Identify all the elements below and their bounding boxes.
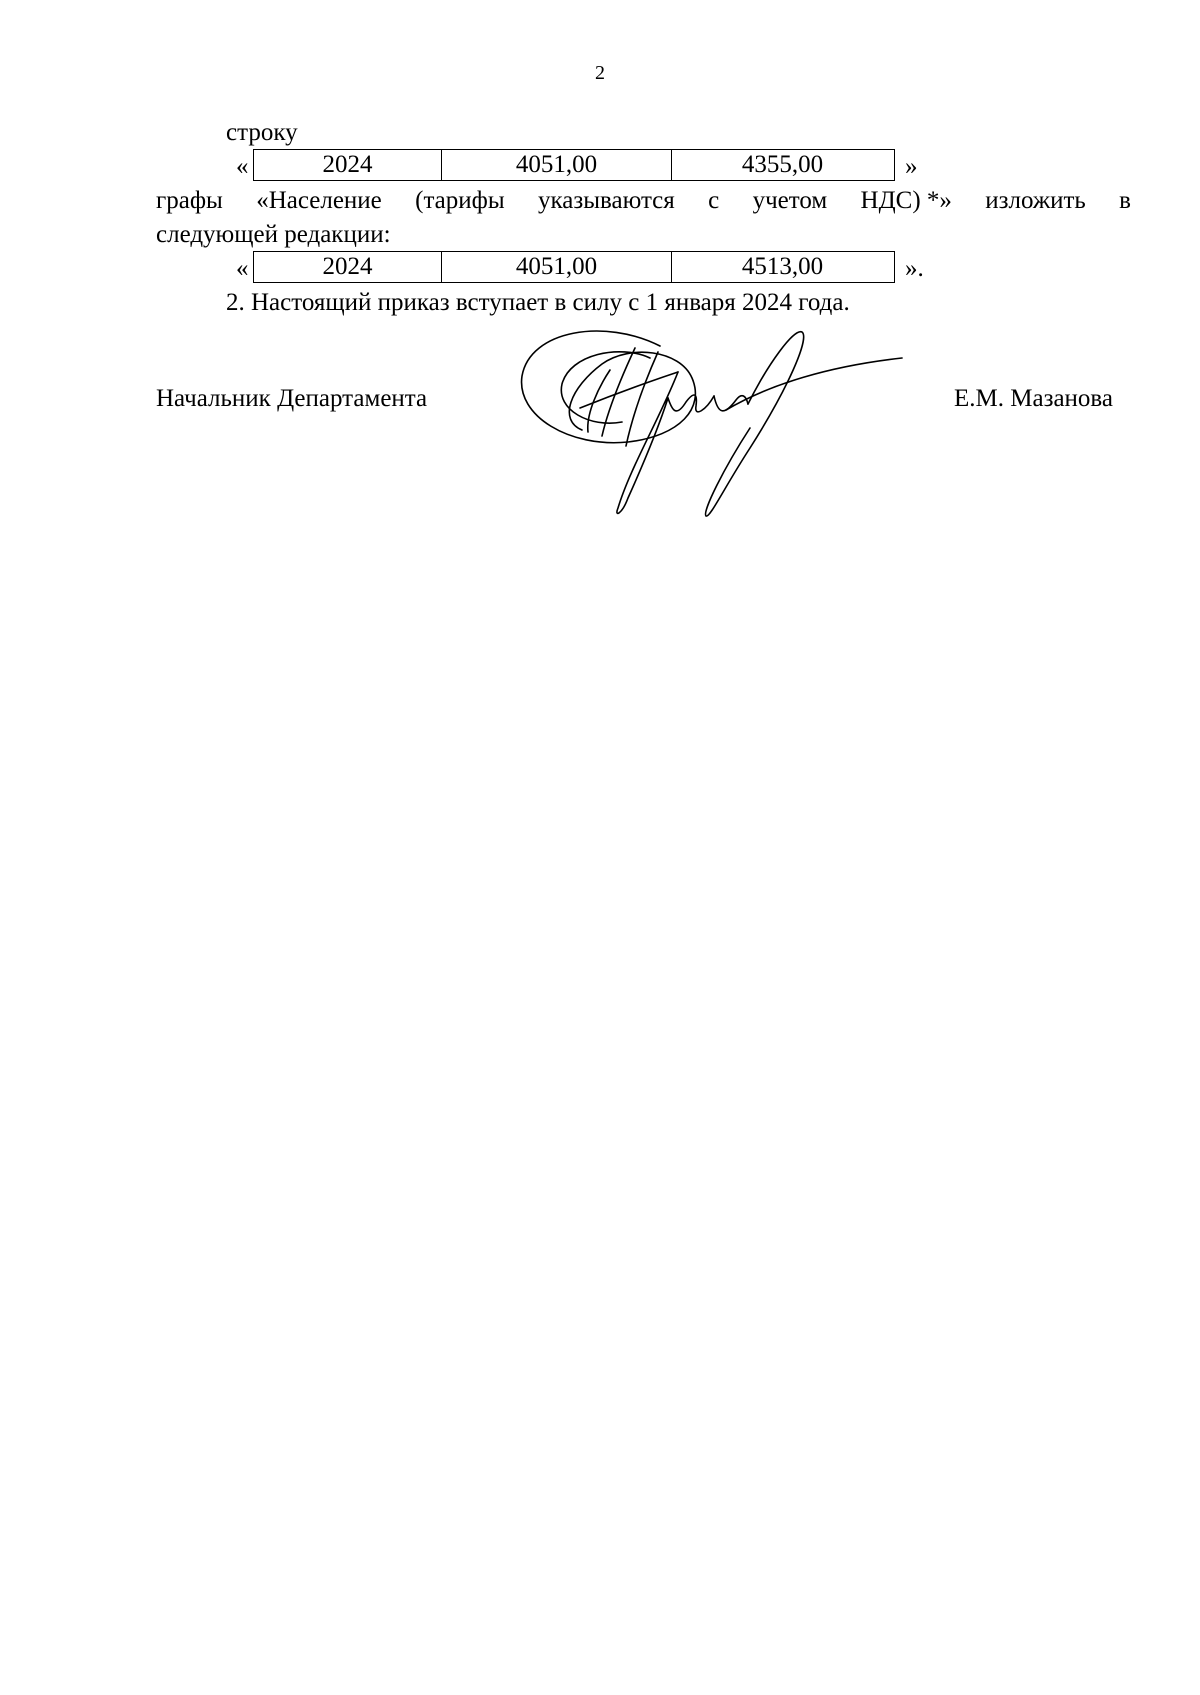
word-7: НДС) *» (860, 187, 952, 214)
page-number: 2 (595, 62, 605, 84)
new-year-cell: 2024 (254, 252, 442, 282)
signer-position: Начальник Департамента (156, 385, 428, 412)
quote-close-2: ». (905, 255, 924, 282)
handwritten-signature-icon (510, 318, 910, 528)
old-value1-cell: 4051,00 (442, 150, 672, 180)
paragraph-line (156, 186, 1131, 216)
quote-open-2: « (236, 255, 249, 282)
word-2: «Население (256, 187, 382, 214)
new-value2-cell: 4513,00 (741, 253, 824, 280)
word-8: изложить (985, 187, 1086, 214)
old-tariff-row (253, 149, 895, 181)
word-1: графы (156, 187, 223, 214)
edition-label: следующей редакции: (156, 221, 391, 248)
quote-close-1: » (905, 153, 918, 180)
signer-name: Е.М. Мазанова (954, 385, 1113, 412)
item-2: 2. Настоящий приказ вступает в силу с 1 января 2024 года. (226, 289, 850, 316)
word-5: с (708, 187, 720, 214)
word-6: учетом (752, 187, 828, 214)
old-value2-cell: 4355,00 (741, 151, 824, 178)
word-9: в (1119, 187, 1131, 214)
old-year-cell: 2024 (254, 150, 442, 180)
word-3: (тарифы (415, 187, 505, 214)
new-value1-cell: 4051,00 (442, 252, 672, 282)
stroku-label: строку (226, 119, 298, 146)
quote-open-1: « (236, 153, 249, 180)
word-4: указываются (538, 187, 675, 214)
new-tariff-row (253, 251, 895, 283)
